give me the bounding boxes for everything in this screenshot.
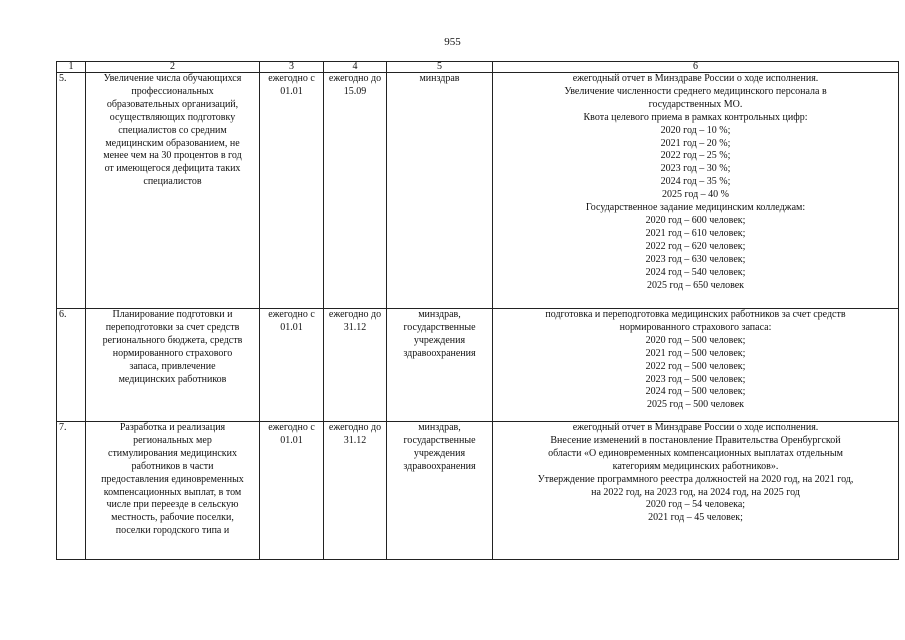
cell-text-line: подготовка и переподготовка медицинских работников за счет средств (545, 309, 846, 320)
cell-text-line: образовательных организаций, (106, 98, 239, 110)
result-cell (493, 309, 899, 422)
cell-text-line: ежегодно до (328, 73, 382, 84)
cell-text-line: категориям медицинских работников». (612, 460, 779, 472)
cell-text-line: 2021 год – 500 человек; (645, 347, 746, 359)
end-date-cell (324, 309, 387, 422)
cell-text-line: ежегодно с (268, 73, 315, 84)
cell-text-line: специалистов (143, 176, 202, 188)
cell-text-line: 2021 год – 20 %; (660, 137, 731, 149)
cell-text-line: профессиональных (131, 85, 214, 97)
cell-text-line: 2024 год – 35 %; (660, 176, 731, 188)
measures-table (56, 61, 899, 560)
cell-text-line: 01.01 (280, 434, 303, 446)
cell-text-line: ежегодно с (268, 422, 315, 433)
cell-text-line: 2024 год – 500 человек; (645, 386, 746, 398)
cell-text-line: нормированного страхового (112, 347, 233, 359)
result-cell (493, 73, 899, 309)
start-date-cell (260, 309, 324, 422)
measure-cell (86, 422, 260, 560)
cell-text-line: Увеличение численности среднего медицинского персонала в (564, 85, 827, 97)
cell-text-line: от имеющегося дефицита таких (104, 163, 241, 175)
cell-text-line: 01.01 (280, 85, 303, 97)
cell-text-line: ежегодно до (328, 309, 382, 320)
cell-text-line: 31.12 (343, 321, 367, 333)
measure-cell (86, 73, 260, 309)
cell-text-line: здравоохранения (403, 460, 476, 472)
cell-text-line: числе при переезде в сельскую (106, 499, 239, 511)
cell-text-line: ежегодный отчет в Минздраве России о ходе исполнения. (572, 73, 819, 84)
row-number-cell: 5. (57, 73, 86, 309)
cell-text-line: Квота целевого приема в рамках контрольных цифр: (583, 111, 808, 123)
cell-text-line: Увеличение числа обучающихся (103, 73, 242, 84)
header-cell-6: 6 (493, 62, 899, 73)
header-cell-5: 5 (387, 62, 493, 73)
cell-text-line: здравоохранения (403, 347, 476, 359)
cell-text-line: регионального бюджета, средств (102, 334, 243, 346)
cell-text-line: компенсационных выплат, в том (103, 486, 242, 498)
measure-cell (86, 309, 260, 422)
cell-text-line: медицинских работников (118, 373, 227, 385)
cell-text-line: 01.01 (280, 321, 303, 333)
cell-text-line: Государственное задание медицинским колледжам: (585, 202, 806, 214)
cell-text-line: 2024 год – 540 человек; (645, 266, 746, 278)
cell-text-line: работников в части (131, 460, 214, 472)
responsible-cell (387, 309, 493, 422)
cell-text-line: минздрав, (418, 309, 461, 320)
cell-text-line: минздрав, (418, 422, 461, 433)
table-row (57, 309, 899, 422)
cell-text-line: 2023 год – 500 человек; (645, 373, 746, 385)
cell-text-line: нормированного страхового запаса: (619, 321, 772, 333)
cell-text-line: поселки городского типа и (115, 525, 230, 537)
cell-text-line: учреждения (413, 447, 466, 459)
cell-text-line: 31.12 (343, 434, 367, 446)
cell-text-line: 2021 год – 45 человек; (648, 512, 743, 524)
row-number-cell: 7. (57, 422, 86, 560)
header-cell-4: 4 (324, 62, 387, 73)
cell-text-line: 2020 год – 500 человек; (645, 334, 746, 346)
cell-text-line: 2022 год – 620 человек; (645, 240, 746, 252)
responsible-cell (387, 422, 493, 560)
cell-text-line: 2025 год – 500 человек (646, 399, 745, 411)
cell-text-line: менее чем на 30 процентов в год (103, 150, 242, 162)
cell-text-line: 2023 год – 630 человек; (645, 253, 746, 265)
cell-text-line: 2025 год – 40 % (662, 189, 729, 201)
cell-text-line: ежегодный отчет в Минздраве России о ходе исполнения. (572, 422, 819, 433)
cell-text-line: 2023 год – 30 %; (660, 163, 731, 175)
cell-text-line: 2021 год – 610 человек; (645, 227, 746, 239)
cell-text-line: Утверждение программного реестра должностей на 2020 год, на 2021 год, (537, 473, 854, 485)
cell-text-line: Планирование подготовки и (112, 309, 233, 320)
header-cell-1: 1 (57, 62, 86, 73)
cell-text-line: 15.09 (343, 85, 367, 97)
cell-text-line: 2020 год – 54 человека; (645, 499, 746, 511)
cell-text-line: 2022 год – 25 %; (660, 150, 731, 162)
row-number-cell: 6. (57, 309, 86, 422)
cell-text-line: минздрав (419, 73, 460, 84)
cell-text-line: 2025 год – 650 человек (646, 279, 745, 291)
cell-text-line: 2022 год – 500 человек; (645, 360, 746, 372)
header-cell-2: 2 (86, 62, 260, 73)
cell-text-line: предоставления единовременных (101, 473, 244, 485)
cell-text-line: государственные (403, 321, 476, 333)
table-row (57, 73, 899, 309)
cell-text-line: Разработка и реализация (119, 422, 226, 433)
cell-text-line: специалистов со средним (118, 124, 227, 136)
cell-text-line: на 2022 год, на 2023 год, на 2024 год, на 2025 год (591, 486, 800, 498)
cell-text-line: 2020 год – 600 человек; (645, 214, 746, 226)
cell-text-line: учреждения (413, 334, 466, 346)
end-date-cell (324, 422, 387, 560)
table-row (57, 422, 899, 560)
cell-text-line: медицинским образованием, не (105, 137, 240, 149)
cell-text-line: осуществляющих подготовку (109, 111, 236, 123)
header-cell-3: 3 (260, 62, 324, 73)
result-cell (493, 422, 899, 560)
cell-text-line: стимулирования медицинских (108, 447, 237, 459)
cell-text-line: 2020 год – 10 %; (660, 124, 731, 136)
end-date-cell (324, 73, 387, 309)
cell-text-line: переподготовки за счет средств (105, 321, 240, 333)
cell-text-line: государственных МО. (648, 98, 743, 110)
cell-text-line: местность, рабочие поселки, (111, 512, 234, 524)
cell-text-line: запаса, привлечение (129, 360, 216, 372)
page-number: 955 (444, 36, 461, 48)
cell-text-line: ежегодно с (268, 309, 315, 320)
cell-text-line: Внесение изменений в постановление Правительства Оренбургской (550, 434, 841, 446)
cell-text-line: государственные (403, 434, 476, 446)
cell-text-line: ежегодно до (328, 422, 382, 433)
start-date-cell (260, 422, 324, 560)
cell-text-line: региональных мер (133, 434, 212, 446)
start-date-cell (260, 73, 324, 309)
header-row (57, 62, 899, 73)
cell-text-line: области «О единовременных компенсационных выплатах отдельным (548, 447, 843, 459)
responsible-cell (387, 73, 493, 309)
